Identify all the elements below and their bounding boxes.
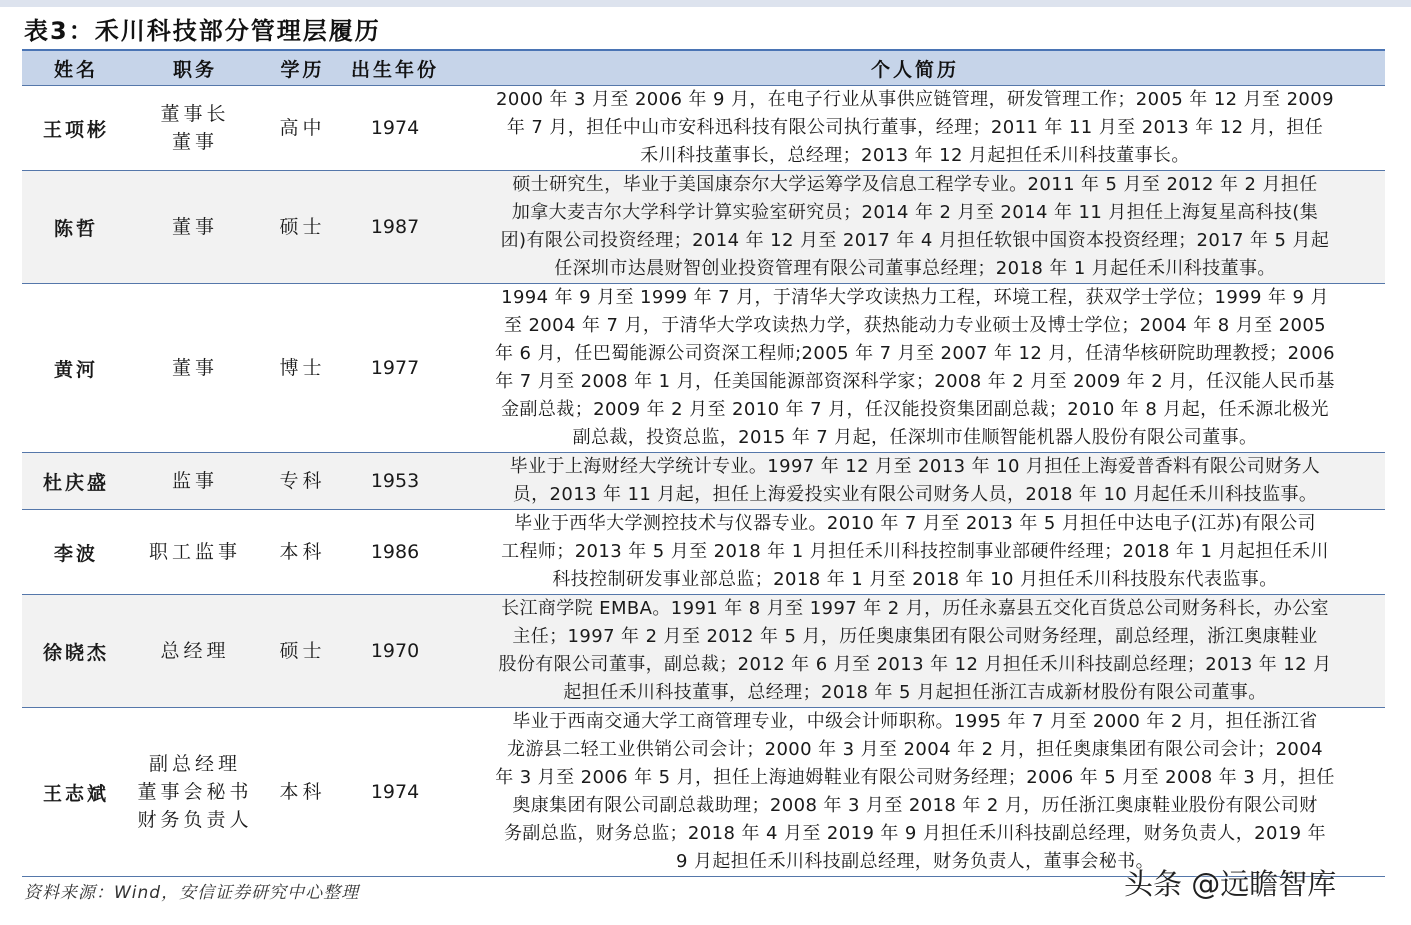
bio-line: 至 2004 年 7 月，于清华大学攻读热力学，获热能动力专业硕士及博士学位；2004 年 8 月至 2005 <box>503 315 1327 336</box>
bio-line: 起担任禾川科技董事，总经理；2018 年 5 月起担任浙江吉成新材股份有限公司董事。 <box>563 682 1267 703</box>
bio-line: 毕业于西华大学测控技术与仪器专业。2010 年 7 月至 2013 年 5 月担任中达电子(江苏)有限公司 <box>514 513 1316 534</box>
cell-name: 陈哲 <box>22 171 130 284</box>
bio-line: 年 7 月，担任中山市安科迅科技有限公司执行董事，经理；2011 年 11 月至 2013 年 12 月，担任 <box>506 117 1324 138</box>
cell-position <box>130 708 260 877</box>
cell-bio <box>445 595 1385 708</box>
cell-birth-year: 1974 <box>345 708 445 877</box>
watermark: 头条 @远瞻智库 <box>1124 867 1337 901</box>
bio-line: 1994 年 9 月至 1999 年 7 月，于清华大学攻读热力工程，环境工程，获双学士学位；1999 年 9 月 <box>501 287 1329 308</box>
table-title: 表3：禾川科技部分管理层履历 <box>24 17 381 45</box>
cell-birth-year: 1974 <box>345 86 445 171</box>
cell-birth-year: 1970 <box>345 595 445 708</box>
bio-line: 股份有限公司董事，副总裁；2012 年 6 月至 2013 年 12 月担任禾川科技副总经理；2013 年 12 月 <box>498 654 1332 675</box>
cell-bio <box>445 708 1385 877</box>
cell-name: 黄河 <box>22 284 130 453</box>
bio-line: 员，2013 年 11 月起，担任上海爱投实业有限公司财务人员，2018 年 10 月起任禾川科技监事。 <box>512 484 1318 505</box>
cell-bio <box>445 86 1385 171</box>
header-birth-year: 出生年份 <box>345 51 445 86</box>
position-line: 副总经理 <box>148 753 241 775</box>
cell-position <box>130 284 260 453</box>
table-row <box>22 86 1385 171</box>
cell-birth-year: 1953 <box>345 453 445 510</box>
bio-line: 务副总监，财务总监；2018 年 4 月至 2019 年 9 月担任禾川科技副总经理，财务负责人，2019 年 <box>503 823 1327 844</box>
cell-education: 博士 <box>260 284 345 453</box>
table-row <box>22 510 1385 595</box>
bio-line: 9 月起担任禾川科技副总经理，财务负责人，董事会秘书。 <box>676 851 1154 872</box>
bio-line: 毕业于西南交通大学工商管理专业，中级会计师职称。1995 年 7 月至 2000 年 2 月，担任浙江省 <box>512 711 1318 732</box>
cell-name: 王志斌 <box>22 708 130 877</box>
bio-line: 团)有限公司投资经理；2014 年 12 月至 2017 年 4 月担任软银中国资本投资经理；2017 年 5 月起 <box>500 230 1330 251</box>
cell-name: 徐晓杰 <box>22 595 130 708</box>
table-row <box>22 708 1385 877</box>
cell-position <box>130 171 260 284</box>
header-bio: 个人简历 <box>445 51 1385 86</box>
cell-education: 硕士 <box>260 595 345 708</box>
position-line: 董事 <box>171 357 218 379</box>
position-line: 职工监事 <box>148 541 241 563</box>
position-line: 董事长 <box>160 103 230 125</box>
top-strip <box>0 0 1411 7</box>
header-education: 学历 <box>260 51 345 86</box>
cell-bio <box>445 510 1385 595</box>
bio-line: 主任；1997 年 2 月至 2012 年 5 月，历任奥康集团有限公司财务经理，副总经理，浙江奥康鞋业 <box>512 626 1318 647</box>
bio-line: 奥康集团有限公司副总裁助理；2008 年 3 月至 2018 年 2 月，历任浙江奥康鞋业股份有限公司财 <box>512 795 1318 816</box>
management-table <box>22 51 1385 877</box>
cell-position <box>130 453 260 510</box>
cell-birth-year: 1977 <box>345 284 445 453</box>
bio-line: 副总裁，投资总监，2015 年 7 月起，任深圳市佳顺智能机器人股份有限公司董事。 <box>572 427 1258 448</box>
cell-position <box>130 510 260 595</box>
bio-line: 年 6 月，任巴蜀能源公司资深工程师;2005 年 7 月至 2007 年 12 月，任清华核研院助理教授；2006 <box>495 343 1335 364</box>
table-row <box>22 171 1385 284</box>
bio-line: 毕业于上海财经大学统计专业。1997 年 12 月至 2013 年 10 月担任上海爱普香料有限公司财务人 <box>509 456 1321 477</box>
cell-education: 本科 <box>260 708 345 877</box>
cell-position <box>130 595 260 708</box>
bio-line: 任深圳市达晨财智创业投资管理有限公司董事总经理；2018 年 1 月起任禾川科技董事。 <box>554 258 1276 279</box>
bio-line: 加拿大麦吉尔大学科学计算实验室研究员；2014 年 2 月至 2014 年 11 月担任上海复星高科技(集 <box>511 202 1319 223</box>
cell-name: 李波 <box>22 510 130 595</box>
cell-education: 硕士 <box>260 171 345 284</box>
table-row <box>22 595 1385 708</box>
table-row <box>22 284 1385 453</box>
source-note: 资料来源：Wind，安信证券研究中心整理 <box>24 883 360 903</box>
position-line: 监事 <box>171 470 218 492</box>
bio-line: 年 3 月至 2006 年 5 月，担任上海迪姆鞋业有限公司财务经理；2006 年 5 月至 2008 年 3 月，担任 <box>495 767 1335 788</box>
position-line: 董事会秘书 <box>137 781 253 803</box>
cell-name: 王项彬 <box>22 86 130 171</box>
cell-education: 本科 <box>260 510 345 595</box>
position-line: 董事 <box>171 131 218 153</box>
bio-line: 龙游县二轻工业供销公司会计；2000 年 3 月至 2004 年 2 月，担任奥康集团有限公司会计；2004 <box>507 739 1323 760</box>
cell-bio <box>445 284 1385 453</box>
position-line: 总经理 <box>160 640 230 662</box>
table-body <box>22 86 1385 877</box>
cell-birth-year: 1986 <box>345 510 445 595</box>
bio-line: 年 7 月至 2008 年 1 月，任美国能源部资深科学家；2008 年 2 月至 2009 年 2 月，任汉能人民币基 <box>495 371 1335 392</box>
bio-line: 科技控制研发事业部总监；2018 年 1 月至 2018 年 10 月担任禾川科技股东代表监事。 <box>552 569 1278 590</box>
position-line: 董事 <box>171 216 218 238</box>
cell-education: 专科 <box>260 453 345 510</box>
cell-education: 高中 <box>260 86 345 171</box>
cell-position <box>130 86 260 171</box>
bio-line: 硕士研究生，毕业于美国康奈尔大学运筹学及信息工程学专业。2011 年 5 月至 2012 年 2 月担任 <box>512 174 1318 195</box>
bio-line: 长江商学院 EMBA。1991 年 8 月至 1997 年 2 月，历任永嘉县五交化百货总公司财务科长，办公室 <box>501 598 1329 619</box>
bio-line: 工程师；2013 年 5 月至 2018 年 1 月担任禾川科技控制事业部硬件经理；2018 年 1 月起担任禾川 <box>501 541 1329 562</box>
cell-bio <box>445 453 1385 510</box>
bio-line: 禾川科技董事长，总经理；2013 年 12 月起担任禾川科技董事长。 <box>640 145 1190 166</box>
header-row <box>22 51 1385 86</box>
table-row <box>22 453 1385 510</box>
header-name: 姓名 <box>22 51 130 86</box>
bio-line: 2000 年 3 月至 2006 年 9 月，在电子行业从事供应链管理，研发管理工作；2005 年 12 月至 2009 <box>496 89 1334 110</box>
bio-line: 金副总裁；2009 年 2 月至 2010 年 7 月，任汉能投资集团副总裁；2010 年 8 月起，任禾源北极光 <box>501 399 1329 420</box>
position-line: 财务负责人 <box>137 809 253 831</box>
header-position: 职务 <box>130 51 260 86</box>
cell-birth-year: 1987 <box>345 171 445 284</box>
cell-name: 杜庆盛 <box>22 453 130 510</box>
cell-bio <box>445 171 1385 284</box>
